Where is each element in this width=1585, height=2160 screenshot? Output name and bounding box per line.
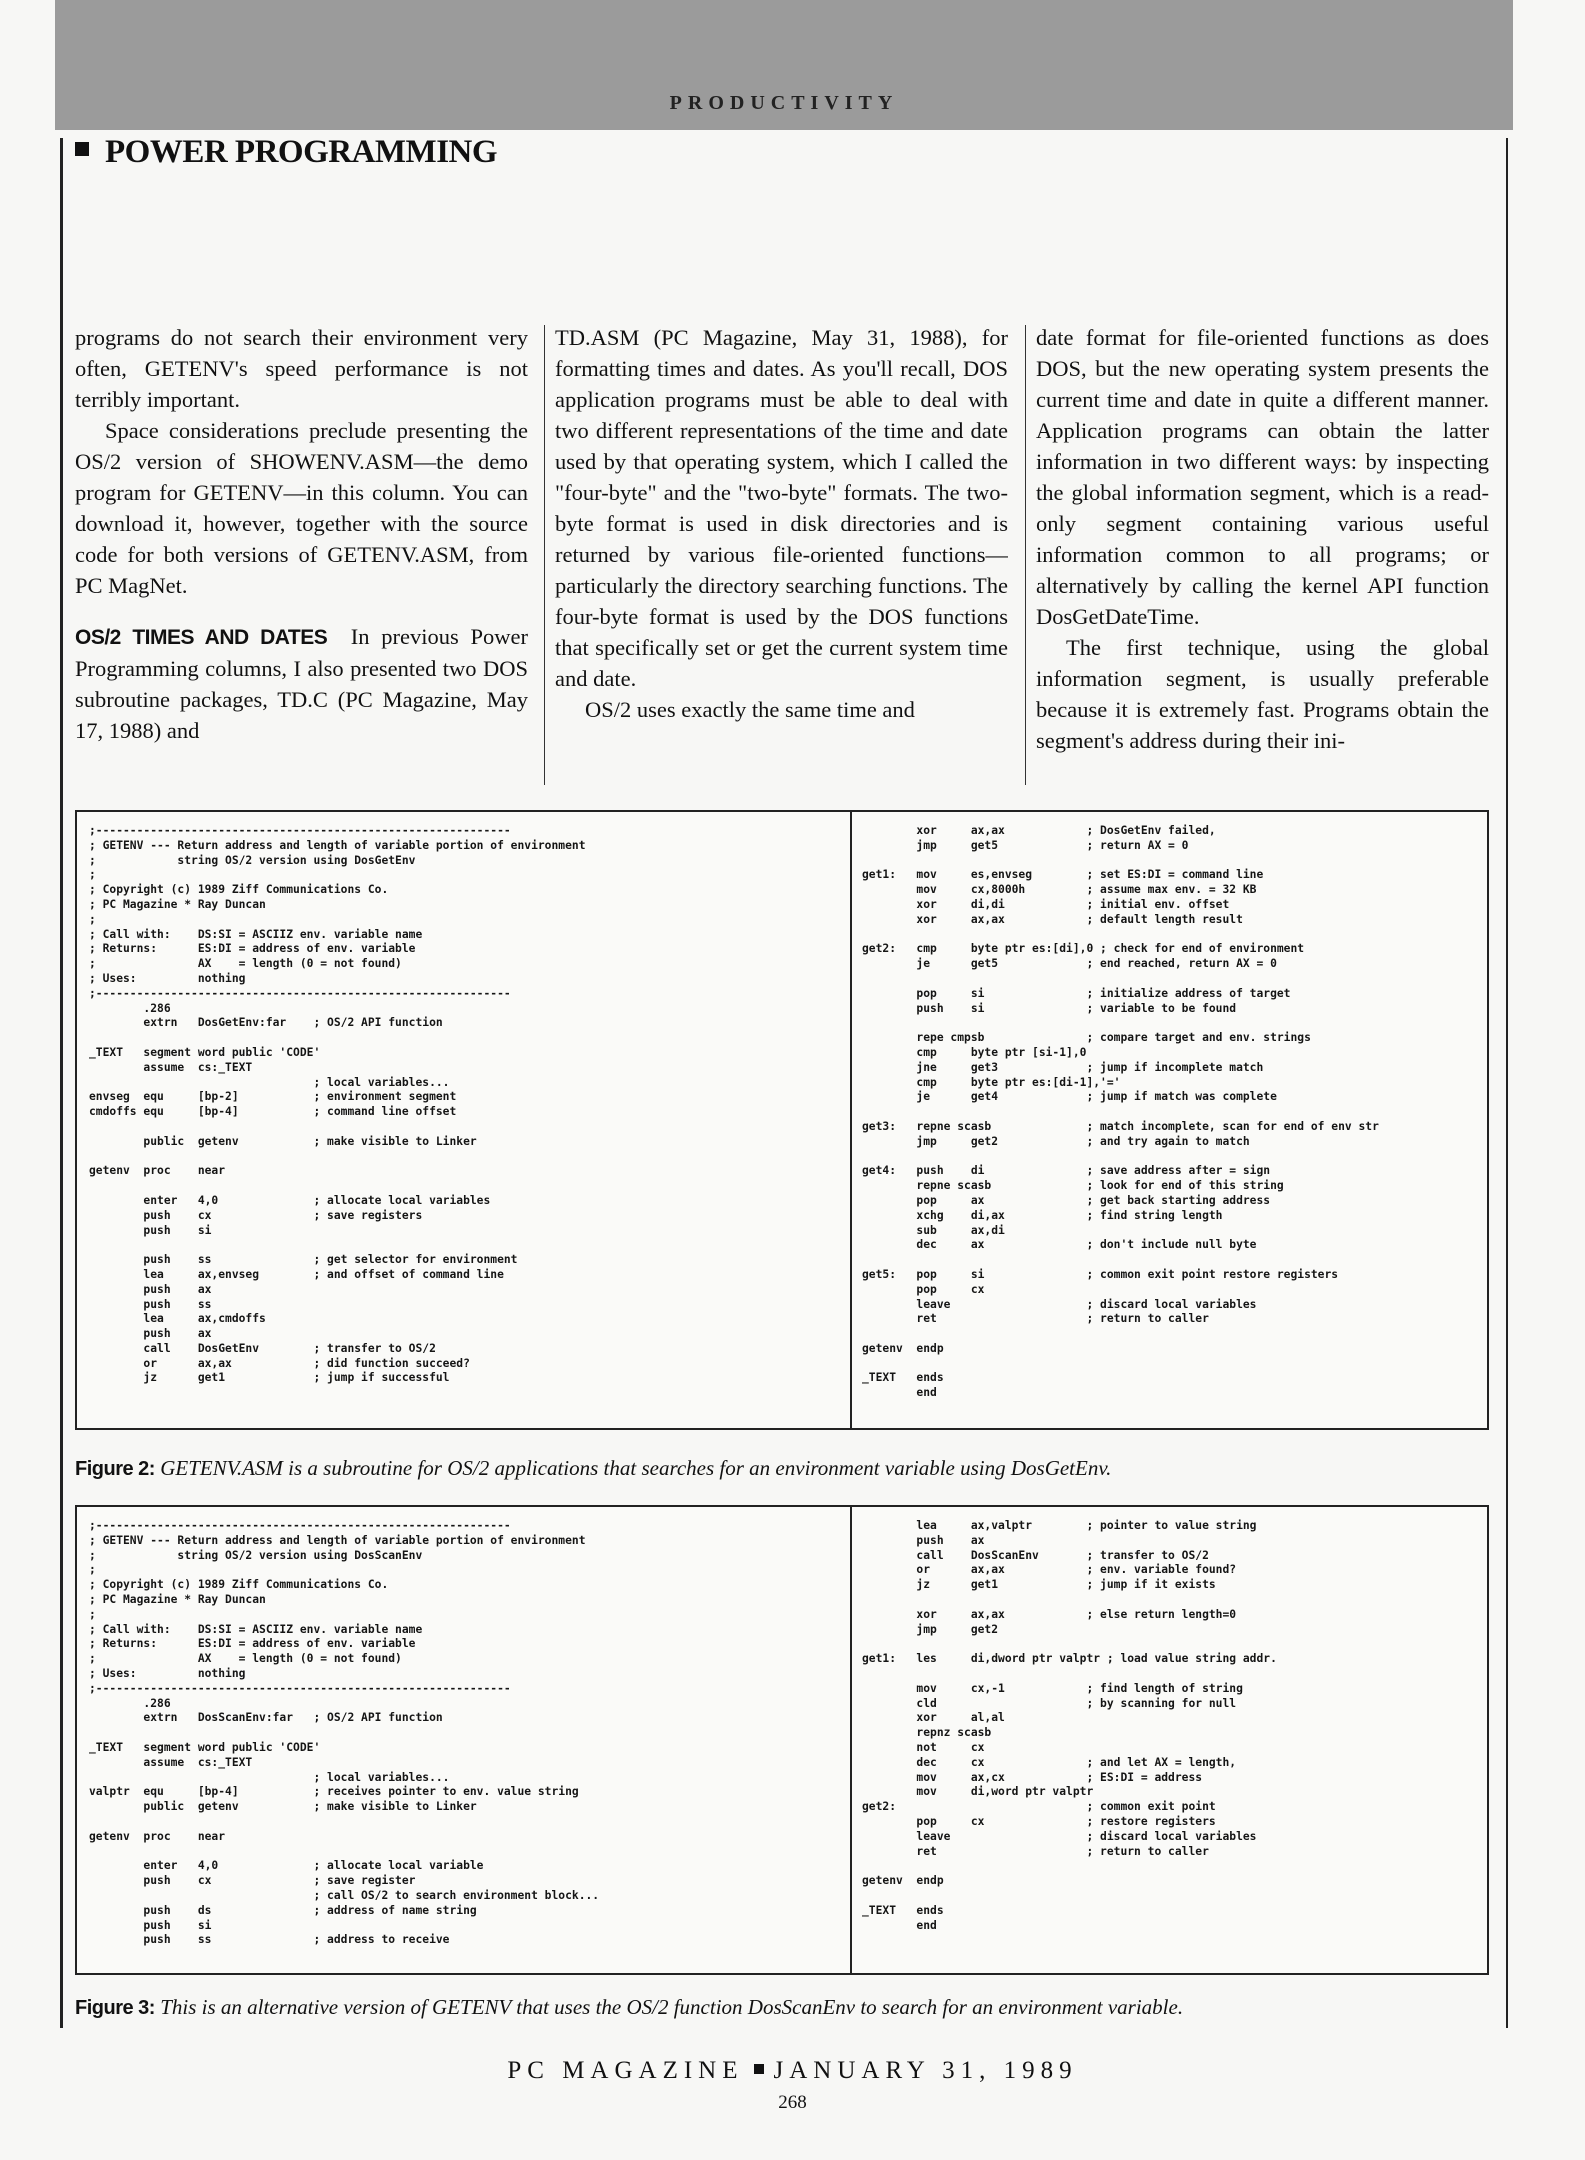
footer-bullet <box>754 2064 764 2074</box>
caption-label: Figure 3: <box>75 1997 155 2019</box>
column-divider <box>544 325 545 785</box>
code-listing: xor ax,ax ; DosGetEnv failed, jmp get5 ; return AX = 0 get1: mov es,envseg ; set ES:DI = command line mov cx,8000h ; assume max env. = 32 KB xor di,di ; initial env. offset xor ax,ax ; default length result get2: cmp byte ptr es:[di],0 ; check for end of environment je get5 ; end reached, return AX = 0 pop si ; initialize address of target push si ; variable to be found repe cmpsb ; compare target and env. strings cmp byte ptr [si-1],0 jne get3 ; jump if incomplete match cmp byte ptr es:[di-1],'=' je get4 ; jump if match was complete get3: repne scasb ; match incomplete, scan for end of env str jmp get2 ; and try again to match get4: push di ; save address after = sign repne scasb ; look for end of this string pop ax ; get back starting address xchg di,ax ; find string length sub ax,di dec ax ; don't include null byte get5: pop si ; common exit point restore registers pop cx leave ; discard local variables ret ; return to caller getenv endp _TEXT ends end <box>862 824 1379 1400</box>
paragraph <box>75 621 528 746</box>
magazine-name: PC MAGAZINE <box>507 2057 744 2084</box>
figure-3-code-right <box>862 1519 1482 1969</box>
page-number: 268 <box>778 2092 807 2113</box>
section-label: PRODUCTIVITY <box>669 92 899 114</box>
caption-text: This is an alternative version of GETENV that uses the OS/2 function DosScanEnv to search for an environment variable. <box>160 1995 1184 2019</box>
figure-3-code-left <box>89 1519 859 1969</box>
paragraph: date format for file-oriented functions as does DOS, but the new operating system presents the current time and date in quite a different manner. Application programs can obtain the latter information in two different ways: by inspecting the global information segment, which is a read-only segment containing various useful information common to all programs; or alternatively by calling the kernel API function DosGetDateTime. <box>1036 325 1489 629</box>
issue-date: JANUARY 31, 1989 <box>773 2057 1078 2084</box>
headline-bullet <box>75 142 89 156</box>
paragraph: programs do not search their environment very often, GETENV's speed performance is not terribly important. <box>75 325 528 412</box>
paragraph-text: In previous Power Programming columns, I also presented two DOS subroutine packages, TD.C (PC Magazine, May 17, 1988) and <box>75 624 528 743</box>
code-listing: ;------------------------------------------------------------- ; GETENV --- Return address and length of variable portion of environment ; string OS/2 version using DosGetEnv ; ; Copyright (c) 1989 Ziff Communications Co. ; PC Magazine * Ray Duncan ; ; Call with: DS:SI = ASCIIZ env. variable name ; Returns: ES:DI = address of env. variable ; AX = length (0 = not found) ; Uses: nothing ;------------------------------------------------------------- .286 extrn DosGetEnv:far ; OS/2 API function _TEXT segment word public 'CODE' assume cs:_TEXT ; local variables... envseg equ [bp-2] ; environment segment cmdoffs equ [bp-4] ; command line offset public getenv ; make visible to Linker getenv proc near enter 4,0 ; allocate local variables push cx ; save registers push si push ss ; get selector for environment lea ax,envseg ; and offset of command line push ax push ss lea ax,cmdoffs push ax call DosGetEnv ; transfer to OS/2 or ax,ax ; did function succeed? jz get1 ; jump if successful <box>89 824 586 1385</box>
figure-2-listing <box>75 810 1489 1430</box>
code-listing: lea ax,valptr ; pointer to value string push ax call DosScanEnv ; transfer to OS/2 or ax,ax ; env. variable found? jz get1 ; jump if it exists xor ax,ax ; else return length=0 jmp get2 get1: les di,dword ptr valptr ; load value string addr. mov cx,-1 ; find length of string cld ; by scanning for null xor al,al repnz scasb not cx dec cx ; and let AX = length, mov ax,cx ; ES:DI = address mov di,word ptr valptr get2: ; common exit point pop cx ; restore registers leave ; discard local variables ret ; return to caller getenv endp _TEXT ends end <box>862 1519 1277 1932</box>
figure-divider <box>850 1507 852 1973</box>
code-listing: ;------------------------------------------------------------- ; GETENV --- Return address and length of variable portion of environment ; string OS/2 version using DosScanEnv ; ; Copyright (c) 1989 Ziff Communications Co. ; PC Magazine * Ray Duncan ; ; Call with: DS:SI = ASCIIZ env. variable name ; Returns: ES:DI = address of env. variable ; AX = length (0 = not found) ; Uses: nothing ;------------------------------------------------------------- .286 extrn DosScanEnv:far ; OS/2 API function _TEXT segment word public 'CODE' assume cs:_TEXT ; local variables... valptr equ [bp-4] ; receives pointer to env. value string public getenv ; make visible to Linker getenv proc near enter 4,0 ; allocate local variable push cx ; save register ; call OS/2 to search environment block... push ds ; address of name string push si push ss ; address to receive <box>89 1519 600 1947</box>
headline-text: POWER PROGRAMMING <box>105 134 498 170</box>
paragraph: Space considerations preclude presenting the OS/2 version of SHOWENV.ASM—the demo program for GETENV—in this column. You can download it, however, together with the source code for both versions of GETENV.ASM, from PC MagNet. <box>75 418 528 598</box>
article-column-1 <box>75 322 528 784</box>
paragraph: The first technique, using the global information segment, is usually preferable because it is extremely fast. Programs obtain the segment's address during their ini- <box>1036 635 1489 753</box>
article-column-3 <box>1036 322 1489 784</box>
paragraph: TD.ASM (PC Magazine, May 31, 1988), for formatting times and dates. As you'll recall, DOS application programs must be able to deal with two different representations of the time and date used by that operating system, which I called the "four-byte" and the "two-byte" formats. The two-byte format is used in disk directories and is returned by various file-oriented functions—particularly the directory searching functions. The four-byte format is used by the DOS functions that specifically set or get the current system time and date. <box>555 325 1008 691</box>
column-divider <box>1025 325 1026 785</box>
figure-divider <box>850 812 852 1428</box>
left-rule <box>60 138 63 2028</box>
figure-2-caption <box>75 1456 1111 1481</box>
right-rule <box>1506 138 1508 2028</box>
caption-text: GETENV.ASM is a subroutine for OS/2 applications that searches for an environment variable using DosGetEnv. <box>160 1456 1112 1480</box>
figure-2-code-left <box>89 824 839 1424</box>
figure-2-code-right <box>862 824 1482 1424</box>
figure-3-caption <box>75 1995 1183 2020</box>
page-footer <box>0 2057 1585 2085</box>
paragraph: OS/2 uses exactly the same time and <box>585 697 915 722</box>
column-headline <box>75 134 497 171</box>
figure-3-listing <box>75 1505 1489 1975</box>
caption-label: Figure 2: <box>75 1458 155 1480</box>
subhead: OS/2 TIMES AND DATES <box>75 626 328 649</box>
article-column-2 <box>555 322 1008 784</box>
